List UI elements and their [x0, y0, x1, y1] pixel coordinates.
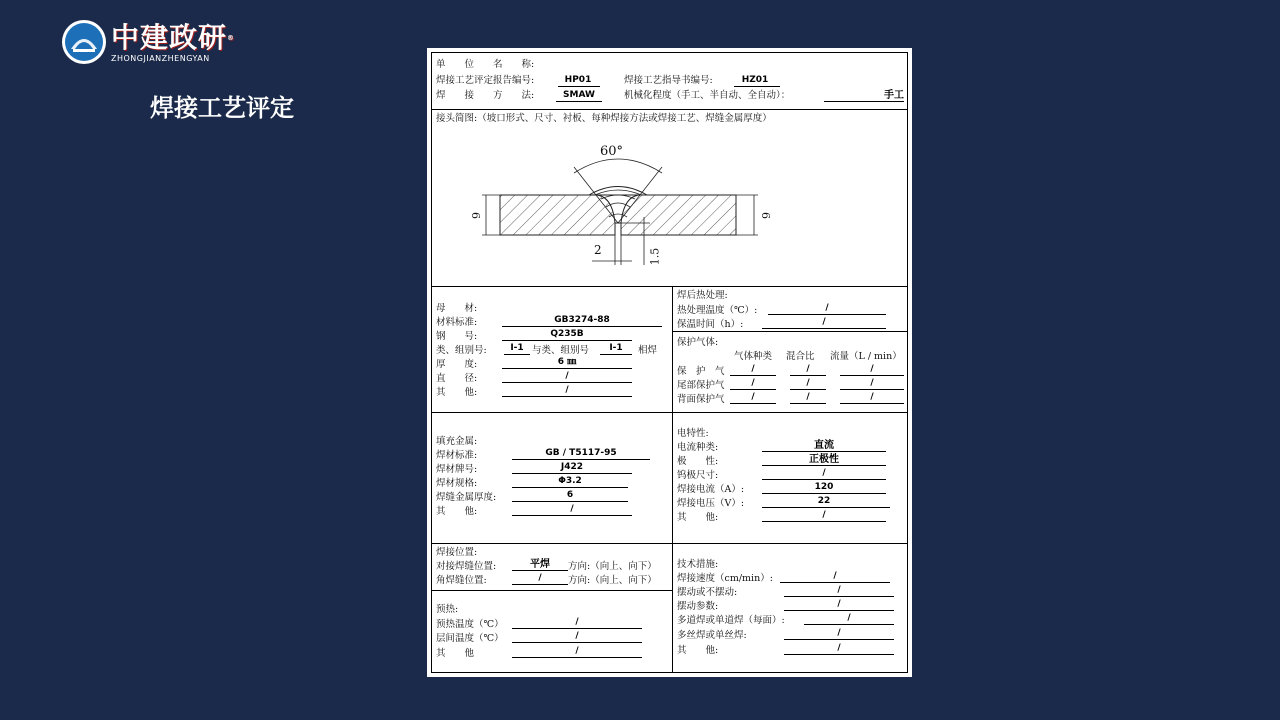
underline: [502, 396, 632, 397]
preheat-temp-value: /: [575, 617, 579, 627]
weave-value: /: [837, 585, 841, 595]
technique-other-label: 其 他:: [677, 645, 719, 656]
electric-other-label: 其 他:: [677, 512, 719, 523]
underline: [784, 610, 894, 611]
underline: [762, 328, 886, 329]
technique-title: 技术措施:: [677, 559, 719, 570]
base-grade-label: 钢 号:: [436, 331, 478, 342]
speed-label: 焊接速度（cm/min）:: [677, 573, 773, 584]
base-class-end: 相焊: [638, 345, 658, 356]
base-title: 母 材:: [436, 303, 478, 314]
divider-material: [432, 412, 907, 413]
underline: [502, 340, 632, 341]
gas-row-ratio: /: [806, 364, 810, 374]
interpass-temp-label: 层间温度（℃）: [436, 633, 504, 644]
pass-value: /: [847, 613, 851, 623]
joint-groove-sketch: [462, 133, 792, 278]
underline: [502, 382, 632, 383]
preheat-temp-label: 预热温度（℃）: [436, 619, 504, 630]
base-thick-label: 厚 度:: [436, 359, 478, 370]
electric-polarity-label: 极 性:: [677, 456, 719, 467]
brand-name-cn: 中建政研®: [111, 20, 236, 54]
fillet-direction-label: 方向:（向上、向下）: [568, 575, 657, 586]
base-thick-value: 6 ㎜: [557, 357, 577, 367]
underline: [512, 570, 568, 571]
underline: [600, 354, 632, 355]
electric-current-value: 120: [814, 482, 834, 492]
underline: [804, 624, 894, 625]
spec-no-value: HZ01: [741, 75, 769, 85]
gas-row-ratio: /: [806, 392, 810, 402]
underline: [502, 326, 662, 327]
electric-polarity-value: 正极性: [809, 454, 839, 465]
underline: [512, 584, 568, 585]
position-title: 焊接位置:: [436, 547, 478, 558]
underline: [504, 354, 530, 355]
butt-position-value: 平焊: [530, 559, 550, 570]
electric-type-label: 电流种类:: [677, 442, 719, 453]
wps-form-document: [427, 48, 912, 677]
underline: [512, 657, 642, 658]
filler-std-value: GB / T5117-95: [545, 448, 617, 458]
underline: [730, 403, 776, 404]
electric-voltage-value: 22: [817, 496, 831, 506]
filler-size-label: 焊材规格:: [436, 478, 478, 489]
pwht-title: 焊后热处理:: [677, 290, 728, 301]
underline: [784, 639, 894, 640]
unit-label: 单 位 名 称:: [436, 59, 535, 70]
underline: [730, 389, 776, 390]
gas-col-type: 气体种类: [734, 351, 773, 362]
gas-row-type: /: [751, 392, 755, 402]
underline: [512, 501, 628, 502]
logo-emblem-icon: [62, 20, 106, 64]
gas-col-flow: 流量（L / min）: [830, 351, 902, 362]
technique-other-value: /: [837, 643, 841, 653]
electric-tungsten-value: /: [822, 468, 826, 478]
divider-filler: [432, 543, 907, 544]
base-other-value: /: [565, 385, 569, 395]
underline: [840, 389, 904, 390]
base-class-mid: 与类、组别号: [532, 345, 590, 356]
electric-title: 电特性:: [677, 428, 709, 439]
preheat-other-label: 其 他: [436, 648, 475, 659]
pwht-temp-value: /: [825, 303, 829, 313]
underline: [512, 459, 650, 460]
base-dia-label: 直 径:: [436, 373, 478, 384]
thickness-right-dimension: 6: [759, 212, 772, 219]
preheat-other-value: /: [575, 646, 579, 656]
base-class2-value: Ⅰ-1: [609, 343, 623, 353]
filler-brand-value: J422: [560, 462, 584, 472]
divider-sketch: [432, 286, 907, 287]
gas-col-ratio: 混合比: [786, 351, 815, 362]
underline: [824, 101, 904, 102]
base-other-label: 其 他:: [436, 387, 478, 398]
underline: [512, 628, 642, 629]
underline: [790, 375, 826, 376]
gas-row-flow: /: [870, 364, 874, 374]
divider-pwht: [672, 331, 907, 332]
underline: [762, 507, 890, 508]
spec-no-label: 焊接工艺指导书编号:: [624, 75, 713, 86]
brand-logo: [62, 20, 235, 64]
underline: [512, 515, 632, 516]
gas-row-label: 保 护 气: [677, 366, 725, 377]
gas-title: 保护气体:: [677, 337, 719, 348]
underline: [784, 654, 894, 655]
divider-vertical: [672, 286, 673, 672]
butt-position-label: 对接焊缝位置:: [436, 561, 497, 572]
method-value: SMAW: [563, 90, 595, 100]
wire-label: 多丝焊或单丝焊:: [677, 630, 747, 641]
weave-param-value: /: [837, 599, 841, 609]
underline: [790, 389, 826, 390]
base-class-label: 类、组别号:: [436, 345, 487, 356]
underline: [512, 642, 642, 643]
filler-std-label: 焊材标准:: [436, 450, 478, 461]
divider-position: [432, 590, 672, 591]
filler-size-value: Φ3.2: [558, 476, 582, 486]
divider-header: [432, 109, 907, 110]
electric-current-label: 焊接电流（A）:: [677, 484, 745, 495]
filler-thick-value: 6: [566, 490, 574, 500]
form-frame: [431, 52, 908, 673]
speed-value: /: [833, 571, 837, 581]
method-label: 焊 接 方 法:: [436, 90, 535, 101]
wire-value: /: [837, 628, 841, 638]
filler-title: 填充金属:: [436, 436, 478, 447]
base-class1-value: Ⅰ-1: [510, 343, 524, 353]
underline: [734, 86, 780, 87]
underline: [840, 403, 904, 404]
pwht-time-value: /: [822, 317, 826, 327]
underline: [762, 465, 886, 466]
gas-row-label: 尾部保护气: [677, 380, 725, 391]
underline: [512, 473, 632, 474]
underline: [512, 487, 628, 488]
fillet-position-label: 角焊缝位置:: [436, 575, 487, 586]
gas-row-type: /: [751, 364, 755, 374]
underline: [780, 582, 890, 583]
gas-row-type: /: [751, 378, 755, 388]
filler-brand-label: 焊材牌号:: [436, 464, 478, 475]
underline: [762, 479, 886, 480]
mech-value: 手工: [884, 90, 904, 101]
base-std-value: GB3274-88: [554, 315, 610, 325]
electric-type-value: 直流: [814, 440, 834, 451]
underline: [768, 314, 886, 315]
filler-other-value: /: [570, 504, 574, 514]
report-no-label: 焊接工艺评定报告编号:: [436, 75, 535, 86]
gas-row-flow: /: [870, 392, 874, 402]
weave-label: 摆动或不摆动:: [677, 587, 738, 598]
pwht-temp-label: 热处理温度（℃）:: [677, 305, 758, 316]
base-std-label: 材料标准:: [436, 317, 478, 328]
underline: [556, 101, 602, 102]
interpass-temp-value: /: [575, 631, 579, 641]
angle-dimension: 60°: [600, 144, 624, 159]
underline: [784, 596, 894, 597]
gap-dimension: 2: [594, 243, 602, 257]
page-title: 焊接工艺评定: [150, 94, 294, 122]
thickness-left-dimension: 6: [469, 212, 482, 219]
underline: [840, 375, 904, 376]
underline: [502, 368, 632, 369]
joint-sketch-label: 接头简图:（坡口形式、尺寸、衬板、每种焊接方法或焊接工艺、焊缝金属厚度）: [436, 113, 772, 124]
butt-direction-label: 方向:（向上、向下）: [568, 561, 657, 572]
filler-thick-label: 焊缝金属厚度:: [436, 492, 497, 503]
weave-param-label: 摆动参数:: [677, 601, 719, 612]
underline: [558, 86, 600, 87]
base-dia-value: /: [565, 371, 569, 381]
gas-row-flow: /: [870, 378, 874, 388]
mech-label: 机械化程度（手工、半自动、全自动）：: [624, 90, 791, 101]
base-grade-value: Q235B: [550, 329, 584, 339]
registered-mark: ®: [227, 33, 236, 42]
preheat-title: 预热:: [436, 604, 459, 615]
underline: [762, 521, 886, 522]
underline: [762, 451, 886, 452]
fillet-position-value: /: [538, 573, 542, 583]
underline: [730, 375, 776, 376]
pwht-time-label: 保温时间（h）:: [677, 319, 744, 330]
underline: [762, 493, 886, 494]
gas-row-label: 背面保护气: [677, 394, 725, 405]
report-no-value: HP01: [564, 75, 592, 85]
electric-other-value: /: [822, 510, 826, 520]
electric-tungsten-label: 钨极尺寸:: [677, 470, 719, 481]
filler-other-label: 其 他:: [436, 506, 478, 517]
pass-label: 多道焊或单道焊（每面）:: [677, 615, 785, 626]
underline: [790, 403, 826, 404]
brand-name-en: ZHONGJIANZHENGYAN: [111, 53, 210, 63]
electric-voltage-label: 焊接电压（V）:: [677, 498, 745, 509]
gas-row-ratio: /: [806, 378, 810, 388]
root-dimension: 1.5: [648, 247, 662, 266]
